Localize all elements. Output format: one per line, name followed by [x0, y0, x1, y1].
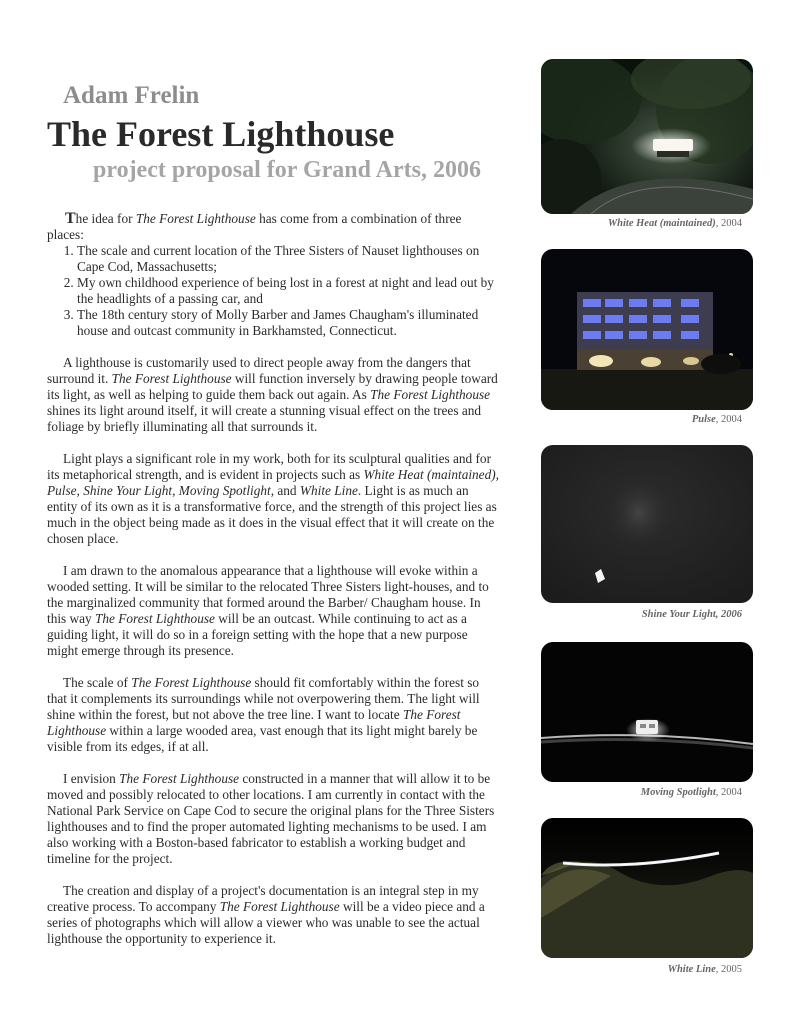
work-title: The Forest Lighthouse — [131, 675, 252, 690]
text: The creation and display of a project's documentation is an integral step in my creative process. To accompany — [47, 883, 479, 914]
work-title: The Forest Lighthouse — [135, 211, 256, 226]
drop-cap: T — [65, 210, 76, 227]
caption-title: Pulse — [691, 414, 716, 425]
list-item: 3. The 18th century story of Molly Barber and James Chaugham's illuminated house and outcast community in Barkhamsted, Connecticut. — [77, 307, 499, 339]
photo-moving-spotlight — [541, 642, 753, 782]
caption-year: , 2004 — [715, 787, 742, 798]
caption-white-line — [668, 964, 742, 975]
text: A lighthouse is customarily used to direct people away from the dangers that surround it. — [47, 355, 471, 386]
text: constructed in a manner that will allow it to be moved and possibly relocated to other locations. I am currently in contact with the National Park Service on Cape Cod to secure the original plans for the Three Sisters lighthouses and to find the proper automated lighting mechanisms to be used. I am also working with a Boston-based fabricator to establish a working budget and timeline for the project. — [47, 771, 495, 866]
caption-year: , 2005 — [715, 964, 742, 975]
paragraph — [47, 355, 499, 435]
text: I envision — [63, 771, 120, 786]
page-title: The Forest Lighthouse — [47, 114, 395, 154]
caption-title: Moving Spotlight — [640, 787, 716, 798]
text: shines its light around itself, it will create a stunning visual effect on the trees and foliage by briefly illuminating all that surrounds it. — [47, 403, 482, 434]
work-title: The Forest Lighthouse — [47, 707, 461, 738]
caption-shine-your-light — [642, 609, 742, 620]
proposal-text — [47, 211, 499, 963]
text: . Light is as much an entity of its own as it is a transformative force, and the strength of this project lies as much in the object being made as it does in the visual effect that it will create on the chosen place. — [47, 483, 497, 546]
paragraph-intro — [47, 211, 499, 243]
paragraph — [47, 563, 499, 659]
photo-pulse — [541, 249, 753, 410]
caption-year: , 2004 — [715, 414, 742, 425]
list-item: 1. The scale and current location of the Three Sisters of Nauset lighthouses on Cape Cod, Massachusetts; — [77, 243, 499, 275]
work-title: The Forest Lighthouse — [111, 371, 232, 386]
work-title: The Forest Lighthouse — [95, 611, 215, 626]
work-title: The Forest Lighthouse — [119, 771, 240, 786]
paragraph — [47, 675, 499, 755]
text: within a large wooded area, vast enough that its light might barely be visible from its edges, if at all. — [47, 723, 478, 754]
text: will function inversely by drawing people toward its light, as well as helping to guide them back out again. As — [47, 371, 498, 402]
text: has come from a combination of three places: — [47, 211, 462, 242]
text: I am drawn to the anomalous appearance that a lighthouse will evoke within a wooded setting. It will be similar to the relocated Three Sisters light-houses, and to the marginalized community that formed around the Barber/ Chaugham house. In this way — [47, 563, 489, 626]
work-title: White Line — [299, 483, 358, 498]
text: The scale of — [63, 675, 132, 690]
photo-white-heat — [541, 59, 753, 214]
caption-title: White Line — [667, 964, 716, 975]
list-item: 2. My own childhood experience of being lost in a forest at night and lead out by the headlights of a passing car, and — [77, 275, 499, 307]
text: should fit comfortably within the forest so that it complements its surroundings while not overpowering them. The light will shine within the forest, but not above the tree line. I want to locate — [47, 675, 480, 722]
caption-title: White Heat (maintained) — [607, 218, 716, 229]
caption-moving-spotlight — [641, 787, 742, 798]
photo-shine-your-light — [541, 445, 753, 603]
work-titles: White Heat (maintained), Pulse, Shine Your Light, Moving Spotlight, — [47, 467, 499, 498]
caption-white-heat — [608, 218, 742, 229]
caption-year: , 2004 — [715, 218, 742, 229]
paragraph — [47, 883, 499, 947]
author-name: Adam Frelin — [63, 82, 200, 109]
caption-title: Shine Your Light, 2006 — [641, 609, 742, 620]
text: he idea for — [75, 211, 136, 226]
caption-pulse — [692, 414, 742, 425]
text: will be a video piece and a series of photographs which will allow a viewer who was unable to see the actual lighthouse the opportunity to experience it. — [47, 899, 485, 946]
paragraph — [47, 451, 499, 547]
places-list — [47, 243, 499, 339]
text: and — [274, 483, 300, 498]
page-subtitle: project proposal for Grand Arts, 2006 — [93, 157, 481, 183]
paragraph — [47, 771, 499, 867]
work-title: The Forest Lighthouse — [370, 387, 491, 402]
photo-white-line — [541, 818, 753, 958]
text: will be an outcast. While continuing to act as a guiding light, it will do so in a foreign setting with the hope that a new purpose might emerge through its presence. — [47, 611, 468, 658]
work-title: The Forest Lighthouse — [219, 899, 340, 914]
text: Light plays a significant role in my work, both for its sculptural qualities and for its metaphorical strength, and is evident in projects such as — [47, 451, 491, 482]
